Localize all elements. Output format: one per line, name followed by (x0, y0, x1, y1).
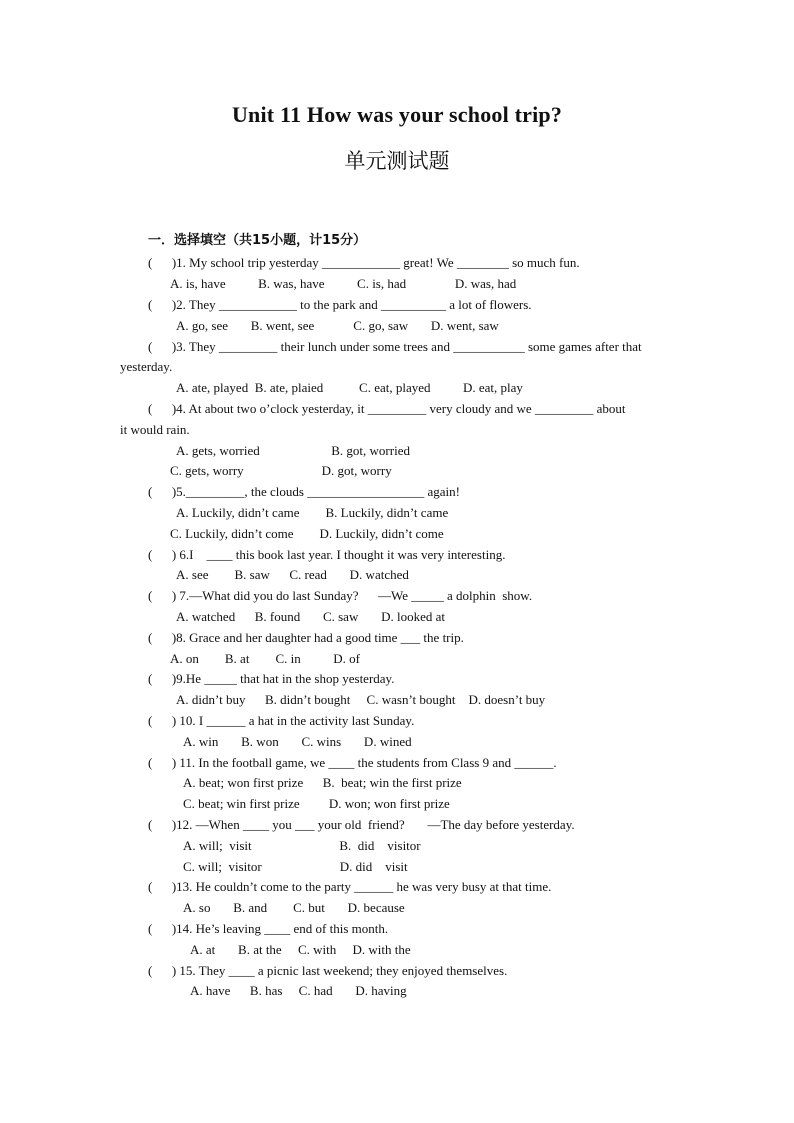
question-options: A. ate, played B. ate, plaied C. eat, played D. eat, play (176, 380, 523, 395)
question-stem: ( )9.He _____ that hat in the shop yesterday. (148, 671, 395, 686)
document-title: Unit 11 How was your school trip? (231, 102, 563, 127)
question-options: C. gets, worry D. got, worry (170, 463, 392, 478)
question-options: A. didn’t buy B. didn’t bought C. wasn’t bought D. doesn’t buy (176, 692, 546, 707)
question-stem: ( )13. He couldn’t come to the party ______ he was very busy at that time. (148, 879, 552, 894)
question-options: A. is, have B. was, have C. is, had D. was, had (170, 276, 517, 291)
question-options: A. gets, worried B. got, worried (176, 443, 410, 458)
question-stem: ( )5._________, the clouds __________________ again! (148, 484, 460, 499)
question-options: C. beat; win first prize D. won; won first prize (183, 796, 450, 811)
question-stem: ( )1. My school trip yesterday ____________ great! We ________ so much fun. (148, 255, 580, 270)
question-stem-continued: yesterday. (120, 359, 173, 374)
question-options: A. see B. saw C. read D. watched (176, 567, 409, 582)
question-options: A. will; visit B. did visitor (183, 838, 421, 853)
question-stem: ( ) 10. I ______ a hat in the activity last Sunday. (148, 713, 415, 728)
question-stem: ( )14. He’s leaving ____ end of this month. (148, 921, 389, 936)
question-stem: ( )3. They _________ their lunch under some trees and ___________ some games after that (148, 339, 642, 354)
question-stem-continued: it would rain. (120, 422, 190, 437)
question-stem: ( )2. They ____________ to the park and __________ a lot of flowers. (148, 297, 532, 312)
document-subtitle: 单元测试题 (344, 149, 450, 173)
question-stem: ( )8. Grace and her daughter had a good time ___ the trip. (148, 630, 464, 645)
question-options: A. so B. and C. but D. because (183, 900, 405, 915)
question-options: A. watched B. found C. saw D. looked at (176, 609, 445, 624)
question-options: A. beat; won first prize B. beat; win the first prize (183, 775, 462, 790)
question-stem: ( )4. At about two o’clock yesterday, it _________ very cloudy and we _________ about (148, 401, 626, 416)
question-options: A. at B. at the C. with D. with the (190, 942, 411, 957)
question-stem: ( ) 7.—What did you do last Sunday? —We _____ a dolphin show. (148, 588, 533, 603)
question-stem: ( )12. —When ____ you ___ your old friend? —The day before yesterday. (148, 817, 575, 832)
section-heading: 一．选择填空（共15小题，计15分） (148, 233, 367, 248)
question-options: C. Luckily, didn’t come D. Luckily, didn’t come (170, 526, 444, 541)
question-options: A. go, see B. went, see C. go, saw D. went, saw (176, 318, 499, 333)
question-options: A. have B. has C. had D. having (190, 983, 407, 998)
question-options: C. will; visitor D. did visit (183, 859, 408, 874)
question-stem: ( ) 11. In the football game, we ____ the students from Class 9 and ______. (148, 755, 557, 770)
question-options: A. Luckily, didn’t came B. Luckily, didn’t came (176, 505, 449, 520)
question-options: A. win B. won C. wins D. wined (183, 734, 412, 749)
question-stem: ( ) 15. They ____ a picnic last weekend; they enjoyed themselves. (148, 963, 508, 978)
question-stem: ( ) 6.I ____ this book last year. I thought it was very interesting. (148, 547, 506, 562)
question-options: A. on B. at C. in D. of (170, 651, 360, 666)
